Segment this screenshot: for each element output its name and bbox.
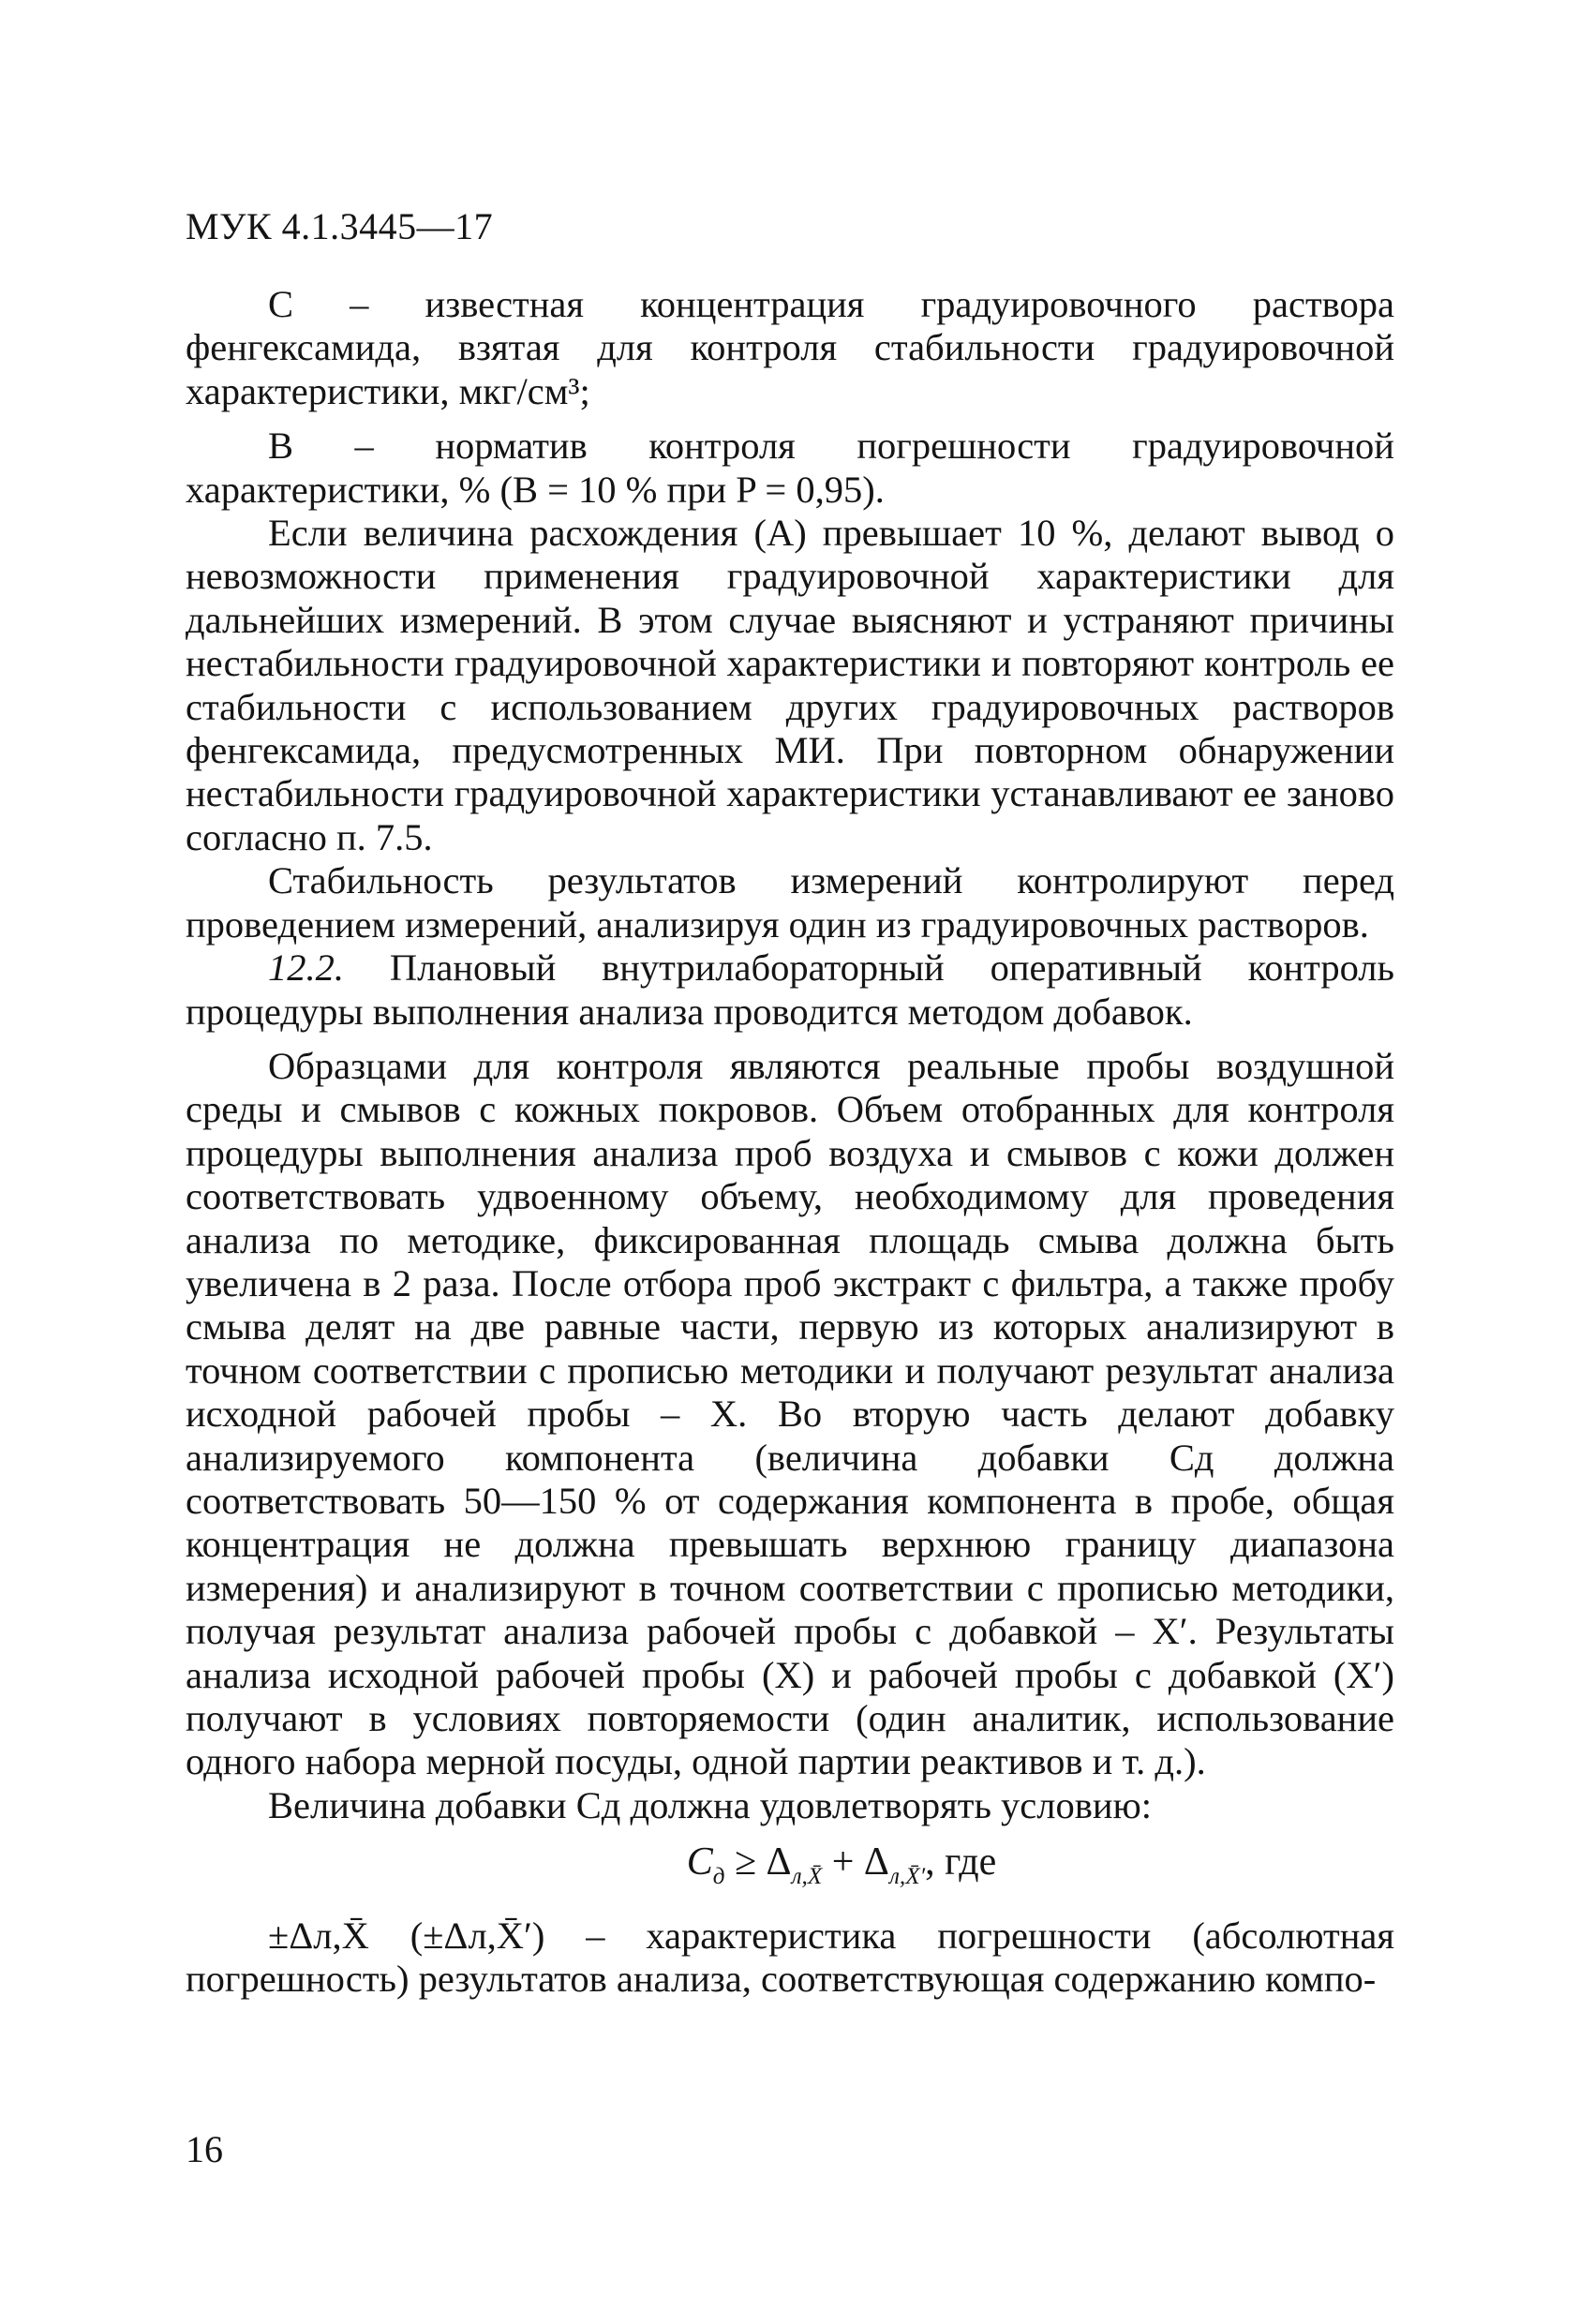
formula-suffix: , где — [925, 1840, 997, 1885]
section-number: 12.2. — [268, 946, 344, 990]
addition-condition-formula — [186, 1840, 1394, 1899]
paragraph-samples: Образцами для контроля являются реальные пробы воздушной среды и смывов с кожных покровов. Объем отобранных для контроля процедуры выполнения анализа проб воздуха и смывов с кожи должен соответствовать удвоенному объему, необходимому для проведения анализа по методике, фиксированная площадь смыва должна быть увеличена в 2 раза. После отбора проб экстракт с фильтра, а также пробу смыва делят на две равные части, первую из которых анализируют в точном соответствии с прописью методики и получают результат анализа исходной рабочей пробы – X. Во вторую часть делают добавку анализируемого компонента (величина добавки Cд должна соответствовать 50—150 % от содержания компонента в пробе, общая концентрация не должна превышать верхнюю границу диапазона измерения) и анализируют в точном соответствии с прописью методики, получая результат анализа рабочей пробы с добавкой – X′. Результаты анализа исходной рабочей пробы (X) и рабочей пробы с добавкой (X′) получают в условиях повторяемости (один аналитик, использование одного набора мерной посуды, одной партии реактивов и т. д.). — [186, 1044, 1394, 1783]
formula-lhs: C — [686, 1840, 713, 1885]
section-text: Плановый внутрилабораторный оперативный контроль процедуры выполнения анализа проводится методом добавок. — [186, 946, 1394, 1033]
formula-term1-sub: л,X̄ — [791, 1864, 823, 1890]
document-body — [186, 283, 1394, 2001]
definition-c: C – известная концентрация градуировочного раствора фенгексамида, взятая для контроля стабильности градуировочной характеристики, мкг/см³; — [186, 283, 1394, 412]
paragraph-stability: Стабильность результатов измерений контролируют перед проведением измерений, анализируя один из градуировочных растворов. — [186, 859, 1394, 946]
running-header: МУК 4.1.3445—17 — [186, 205, 494, 247]
paragraph-12-2 — [186, 946, 1394, 1034]
paragraph-discrepancy: Если величина расхождения (A) превышает 10 %, делают вывод о невозможности применения градуировочной характеристики для дальнейших измерений. В этом случае выясняют и устраняют причины нестабильности градуировочной характеристики и повторяют контроль ее стабильности с использованием других градуировочных растворов фенгексамида, предусмотренных МИ. При повторном обнаружении нестабильности градуировочной характеристики устанавливают ее заново согласно п. 7.5. — [186, 512, 1394, 858]
formula-term1: Δ — [766, 1840, 792, 1885]
paragraph-condition: Величина добавки Cд должна удовлетворять условию: — [268, 1783, 1153, 1826]
formula-plus: + — [822, 1840, 864, 1885]
formula-term2: Δ — [863, 1840, 889, 1885]
paragraph-delta: ±Δл,X̄ (±Δл,X̄′) – характеристика погрешности (абсолютная погрешность) результатов анализа, соответствующая содержанию компо- — [186, 1914, 1394, 2001]
formula-op: ≥ — [724, 1840, 767, 1885]
definition-b: B – норматив контроля погрешности градуировочной характеристики, % (B = 10 % при P = 0,95). — [186, 425, 1394, 511]
page-number: 16 — [186, 2128, 223, 2170]
formula-lhs-sub: д — [712, 1864, 725, 1890]
formula-term2-sub: л,X̄′ — [888, 1864, 926, 1890]
